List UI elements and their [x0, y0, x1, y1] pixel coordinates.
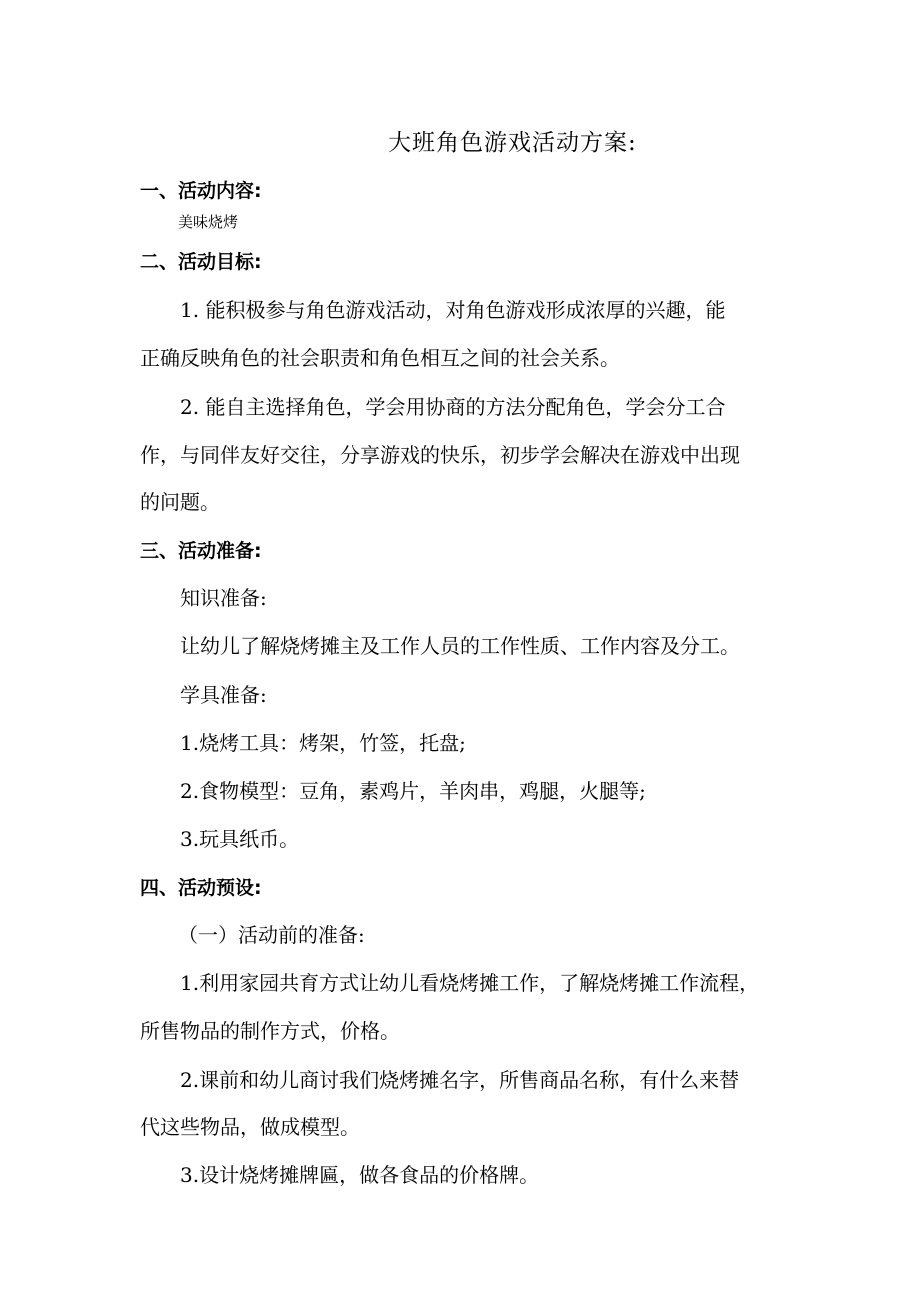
plan-subheading-1: （一）活动前的准备:	[178, 923, 365, 947]
section-heading-preparation: 三、活动准备:	[140, 540, 262, 562]
goal-1-line-1: 1. 能积极参与角色游戏活动，对角色游戏形成浓厚的兴趣，能	[180, 298, 726, 322]
document-title: 大班角色游戏活动方案:	[388, 130, 637, 156]
plan-item-1-line-2: 所售物品的制作方式，价格。	[140, 1019, 400, 1043]
plan-item-3: 3.设计烧烤摊牌匾，做各食品的价格牌。	[180, 1163, 540, 1187]
tools-prep-label: 学具准备:	[180, 683, 267, 707]
plan-item-1-line-1: 1.利用家园共育方式让幼儿看烧烤摊工作，了解烧烤摊工作流程，	[180, 971, 760, 995]
goal-2-line-2: 作，与同伴友好交往，分享游戏的快乐，初步学会解决在游戏中出现	[140, 443, 740, 467]
knowledge-prep-label: 知识准备:	[180, 586, 267, 610]
goal-2-line-1: 2. 能自主选择角色，学会用协商的方法分配角色，学会分工合	[180, 395, 726, 419]
tool-item-1: 1.烧烤工具：烤架，竹签，托盘;	[180, 731, 466, 755]
tool-item-3: 3.玩具纸币。	[180, 827, 300, 851]
knowledge-prep-text: 让幼儿了解烧烤摊主及工作人员的工作性质、工作内容及分工。	[180, 634, 740, 658]
section-heading-plan: 四、活动预设:	[140, 877, 262, 899]
plan-item-2-line-2: 代这些物品，做成模型。	[140, 1115, 360, 1139]
activity-content-text: 美味烧烤	[178, 213, 239, 231]
plan-item-2-line-1: 2.课前和幼儿商讨我们烧烤摊名字，所售商品名称，有什么来替	[180, 1068, 740, 1092]
section-heading-goals: 二、活动目标:	[140, 251, 262, 273]
tool-item-2: 2.食物模型：豆角，素鸡片，羊肉串，鸡腿，火腿等;	[180, 779, 646, 803]
section-heading-content: 一、活动内容:	[140, 180, 262, 202]
goal-2-line-3: 的问题。	[140, 490, 220, 514]
goal-1-line-2: 正确反映角色的社会职责和角色相互之间的社会关系。	[140, 346, 620, 370]
